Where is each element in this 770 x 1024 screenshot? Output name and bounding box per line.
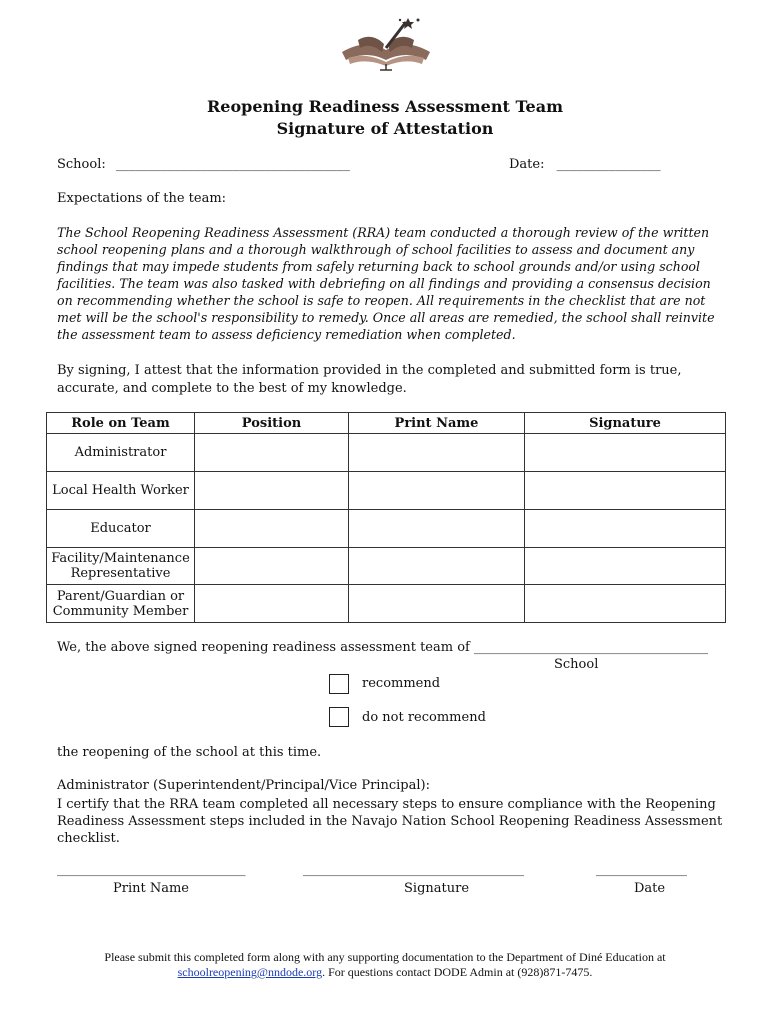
position-cell[interactable]	[195, 510, 349, 548]
print-name-field[interactable]: _____________________________	[57, 862, 246, 877]
footer-line1: Please submit this completed form along with any supporting documentation to the Department of Diné Education at	[104, 950, 666, 964]
page-subtitle: Signature of Attestation	[276, 119, 494, 138]
recommend-checkbox[interactable]	[329, 674, 349, 694]
signature-cell[interactable]	[525, 510, 726, 548]
role-cell: Facility/Maintenance Representative	[47, 548, 195, 585]
signature-cell[interactable]	[525, 585, 726, 623]
team-signature-table	[46, 412, 726, 623]
signature-cell[interactable]	[525, 434, 726, 472]
position-cell[interactable]	[195, 585, 349, 623]
admin-certify: I certify that the RRA team completed all necessary steps to ensure compliance with the Reopening Readiness Assessment steps included in the Navajo Nation School Reopening Readiness Assessment checklist.	[57, 797, 723, 846]
date-label: Date:	[509, 157, 545, 172]
role-cell: Administrator	[47, 434, 195, 472]
print-name-cell[interactable]	[349, 510, 525, 548]
school-date-row	[57, 157, 687, 172]
expectations-heading: Expectations of the team:	[57, 191, 227, 206]
date-field[interactable]: ________________	[556, 157, 661, 172]
date-sign-field[interactable]: ______________	[596, 862, 687, 877]
decision-school-field[interactable]: ____________________________________	[474, 640, 708, 655]
role-cell: Parent/Guardian or Community Member	[47, 585, 195, 623]
signature-label: Signature	[404, 881, 470, 896]
position-cell[interactable]	[195, 434, 349, 472]
table-row	[47, 472, 726, 510]
header-role: Role on Team	[47, 413, 195, 434]
page-title: Reopening Readiness Assessment Team	[207, 97, 563, 116]
signature-cell[interactable]	[525, 548, 726, 585]
dode-logo-icon	[336, 14, 436, 72]
school-field[interactable]: ____________________________________	[115, 157, 350, 172]
role-cell: Educator	[47, 510, 195, 548]
role-cell: Local Health Worker	[47, 472, 195, 510]
signature-cell[interactable]	[525, 472, 726, 510]
table-row	[47, 510, 726, 548]
attestation-text: By signing, I attest that the information provided in the completed and submitted form is true, accurate, and complete to the best of my knowledge.	[57, 363, 682, 396]
print-name-cell[interactable]	[349, 472, 525, 510]
header-signature: Signature	[525, 413, 726, 434]
position-cell[interactable]	[195, 548, 349, 585]
footer-line2	[0, 965, 770, 980]
school-label: School:	[57, 157, 106, 172]
decision-lead: We, the above signed reopening readiness assessment team of	[57, 640, 470, 655]
decision-tail: the reopening of the school at this time.	[57, 745, 322, 760]
table-header-row	[47, 413, 726, 434]
date-sign-label: Date	[634, 881, 666, 896]
decision-lead-row	[57, 640, 708, 655]
header-position: Position	[195, 413, 349, 434]
footer-email-link[interactable]: schoolreopening@nndode.org	[177, 965, 323, 979]
print-name-cell[interactable]	[349, 434, 525, 472]
do-not-recommend-label: do not recommend	[362, 710, 486, 725]
header-print-name: Print Name	[349, 413, 525, 434]
recommend-label: recommend	[362, 676, 441, 691]
print-name-cell[interactable]	[349, 548, 525, 585]
expectations-body: The School Reopening Readiness Assessment (RRA) team conducted a thorough review of the written school reopening plans and a thorough walkthrough of school facilities to assess and document any findings that may impede students from safely returning back to school grounds and/or using school facilities. The team was also tasked with debriefing on all findings and providing a consensus decision on recommending whether the school is safe to reopen. All requirements in the checklist that are not met will be the school's responsibility to remedy. Once all areas are remedied, the school shall reinvite the assessment team to assess deficiency remediation when completed.	[57, 225, 715, 342]
school-caption: School	[554, 657, 599, 672]
print-name-label: Print Name	[113, 881, 189, 896]
table-row	[47, 434, 726, 472]
admin-heading: Administrator (Superintendent/Principal/Vice Principal):	[57, 778, 430, 793]
table-row	[47, 585, 726, 623]
signature-field[interactable]: __________________________________	[303, 862, 524, 877]
print-name-cell[interactable]	[349, 585, 525, 623]
table-row	[47, 548, 726, 585]
position-cell[interactable]	[195, 472, 349, 510]
do-not-recommend-checkbox[interactable]	[329, 707, 349, 727]
footer-contact: . For questions contact DODE Admin at (928)871-7475.	[322, 965, 593, 979]
